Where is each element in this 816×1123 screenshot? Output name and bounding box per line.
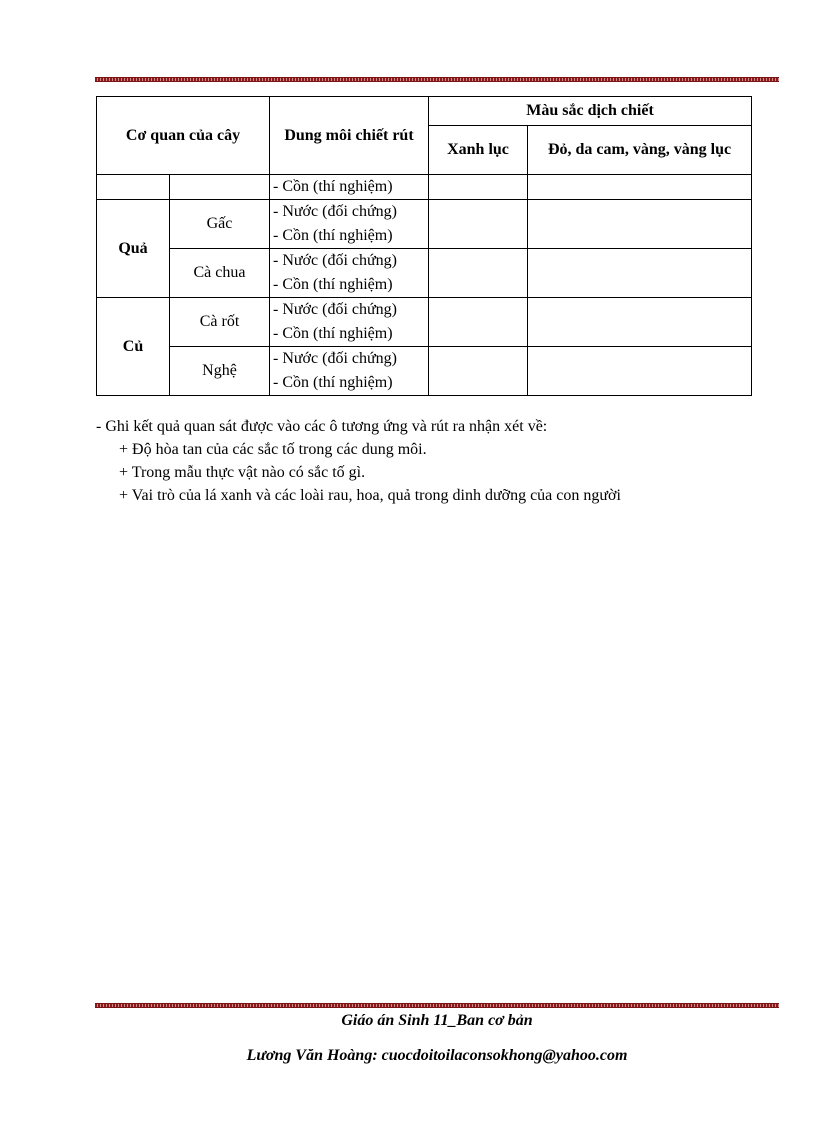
other-result-cell xyxy=(528,347,752,396)
header-green: Xanh lục xyxy=(429,126,528,175)
plant-cell: Cà chua xyxy=(170,249,270,298)
instruction-item: + Độ hòa tan của các sắc tố trong các dung môi. xyxy=(119,441,427,458)
organ-cell: Quả xyxy=(97,200,170,298)
instructions xyxy=(96,415,776,507)
footer-title: Giáo án Sinh 11_Ban cơ bản xyxy=(341,1012,533,1029)
table-row xyxy=(97,200,752,249)
plant-cell: Gấc xyxy=(170,200,270,249)
plant-cell: Nghệ xyxy=(170,347,270,396)
solvent-cell: - Nước (đối chứng) - Cồn (thí nghiệm) xyxy=(270,200,429,249)
plant-cell: Cà rốt xyxy=(170,298,270,347)
other-result-cell xyxy=(528,249,752,298)
header-rule xyxy=(95,77,779,82)
footer-author: Lương Văn Hoàng: cuocdoitoilaconsokhong@yahoo.com xyxy=(246,1047,628,1064)
organ-cell-empty xyxy=(97,175,170,200)
other-result-cell xyxy=(528,200,752,249)
instructions-intro: - Ghi kết quả quan sát được vào các ô tương ứng và rút ra nhận xét về: xyxy=(96,418,548,435)
table-row xyxy=(97,298,752,347)
other-result-cell xyxy=(528,298,752,347)
table-row xyxy=(97,347,752,396)
header-organ: Cơ quan của cây xyxy=(97,97,270,175)
header-solvent: Dung môi chiết rút xyxy=(270,97,429,175)
table-row xyxy=(97,175,752,200)
solvent-cell: - Nước (đối chứng) - Cồn (thí nghiệm) xyxy=(270,298,429,347)
footer-rule xyxy=(95,1003,779,1008)
instruction-item: + Trong mẫu thực vật nào có sắc tố gì. xyxy=(119,464,366,481)
pigment-table xyxy=(96,96,752,396)
green-result-cell xyxy=(429,347,528,396)
green-result-cell xyxy=(429,200,528,249)
other-result-cell xyxy=(528,175,752,200)
table-row xyxy=(97,249,752,298)
header-other-colors: Đỏ, da cam, vàng, vàng lục xyxy=(528,126,752,175)
instruction-item: + Vai trò của lá xanh và các loài rau, hoa, quả trong dinh dưỡng của con người xyxy=(119,487,621,504)
green-result-cell xyxy=(429,175,528,200)
green-result-cell xyxy=(429,249,528,298)
organ-cell: Củ xyxy=(97,298,170,396)
plant-cell-empty xyxy=(170,175,270,200)
header-color-group: Màu sắc dịch chiết xyxy=(429,97,752,126)
solvent-cell: - Cồn (thí nghiệm) xyxy=(270,175,429,200)
solvent-cell: - Nước (đối chứng) - Cồn (thí nghiệm) xyxy=(270,249,429,298)
green-result-cell xyxy=(429,298,528,347)
solvent-cell: - Nước (đối chứng) - Cồn (thí nghiệm) xyxy=(270,347,429,396)
